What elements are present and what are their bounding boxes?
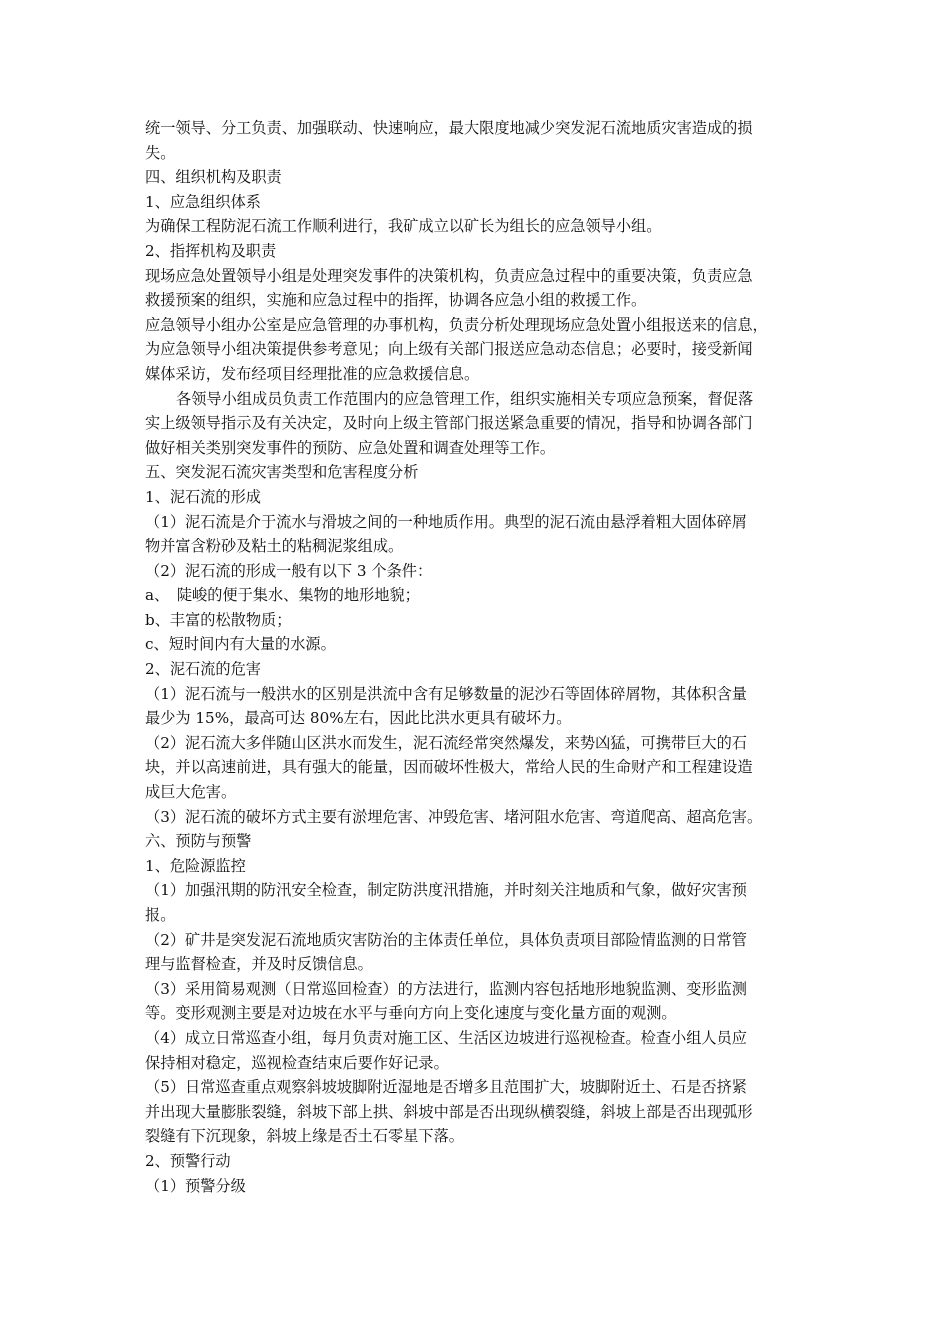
paragraph-line: 救援预案的组织，实施和应急过程中的指挥，协调各应急小组的救援工作。 (145, 291, 647, 310)
paragraph-line: （3）采用简易观测（日常巡回检查）的方法进行，监测内容包括地形地貌监测、变形监测 (145, 979, 747, 998)
paragraph-line: （1）加强汛期的防汛安全检查，制定防洪度汛措施，并时刻关注地质和气象，做好灾害预 (145, 881, 747, 900)
paragraph-line: 应急领导小组办公室是应急管理的办事机构，负责分析处理现场应急处置小组报送来的信息， (145, 315, 768, 334)
paragraph-line: 块，并以高速前进，具有强大的能量，因而破坏性极大，常给人民的生命财产和工程建设造 (145, 758, 753, 777)
paragraph-line: 保持相对稳定，巡视检查结束后要作好记录。 (145, 1053, 449, 1072)
paragraph-line: 等。变形观测主要是对边坡在水平与垂向方向上变化速度与变化量方面的观测。 (145, 1004, 677, 1023)
paragraph-line: 做好相关类别突发事件的预防、应急处置和调查处理等工作。 (145, 438, 556, 457)
subsection-heading: 2、预警行动 (145, 1151, 231, 1170)
section-heading: 六、预防与预警 (145, 832, 252, 851)
paragraph-line: 失。 (145, 143, 176, 162)
section-heading: 五、突发泥石流灾害类型和危害程度分析 (145, 463, 419, 482)
paragraph-line: 理与监督检查，并及时反馈信息。 (145, 955, 373, 974)
paragraph-line: 为确保工程防泥石流工作顺利进行，我矿成立以矿长为组长的应急领导小组。 (145, 217, 662, 236)
subsection-heading: 1、应急组织体系 (145, 192, 261, 211)
section-heading: 四、组织机构及职责 (145, 168, 282, 187)
paragraph-line: 物并富含粉砂及粘土的粘稠泥浆组成。 (145, 537, 404, 556)
paragraph-line: 成巨大危害。 (145, 783, 237, 802)
paragraph-line: （2）矿井是突发泥石流地质灾害防治的主体责任单位，具体负责项目部险情监测的日常管 (145, 930, 747, 949)
paragraph-line: （1）预警分级 (145, 1176, 246, 1195)
paragraph-line: （2）泥石流大多伴随山区洪水而发生，泥石流经常突然爆发，来势凶猛，可携带巨大的石 (145, 733, 747, 752)
list-item: b、丰富的松散物质； (145, 610, 292, 629)
subsection-heading: 1、泥石流的形成 (145, 487, 261, 506)
paragraph-line: 各领导小组成员负责工作范围内的应急管理工作，组织实施相关专项应急预案，督促落 (176, 389, 754, 408)
paragraph-line: （5）日常巡查重点观察斜坡坡脚附近湿地是否增多且范围扩大，坡脚附近土、石是否挤紧 (145, 1078, 747, 1097)
subsection-heading: 1、危险源监控 (145, 856, 246, 875)
paragraph-line: 报。 (145, 906, 176, 924)
paragraph-line: 最少为 15%，最高可达 80%左右，因此比洪水更具有破坏力。 (145, 709, 572, 728)
list-item: c、短时间内有大量的水源。 (145, 635, 336, 654)
paragraph-line: 实上级领导指示及有关决定，及时向上级主管部门报送紧急重要的情况，指导和协调各部门 (145, 414, 753, 433)
paragraph-line: （1）泥石流与一般洪水的区别是洪流中含有足够数量的泥沙石等固体碎屑物，其体积含量 (145, 684, 747, 703)
document-page (145, 116, 815, 1198)
subsection-heading: 2、泥石流的危害 (145, 660, 261, 679)
paragraph-line: 现场应急处置领导小组是处理突发事件的决策机构，负责应急过程中的重要决策，负责应急 (145, 266, 753, 285)
paragraph-line: 并出现大量膨胀裂缝，斜坡下部上拱、斜坡中部是否出现纵横裂缝，斜坡上部是否出现弧形 (145, 1102, 753, 1121)
subsection-heading: 2、指挥机构及职责 (145, 241, 277, 260)
paragraph-line: （2）泥石流的形成一般有以下 3 个条件： (145, 561, 433, 580)
paragraph-line: 媒体采访，发布经项目经理批准的应急救援信息。 (145, 364, 480, 383)
paragraph-line: （3）泥石流的破坏方式主要有淤埋危害、冲毁危害、堵河阻水危害、弯道爬高、超高危害。 (145, 807, 763, 826)
paragraph-line: （1）泥石流是介于流水与滑坡之间的一种地质作用。典型的泥石流由悬浮着粗大固体碎屑 (145, 512, 747, 531)
paragraph-line: （4）成立日常巡查小组，每月负责对施工区、生活区边坡进行巡视检查。检查小组人员应 (145, 1028, 747, 1047)
paragraph-line: 为应急领导小组决策提供参考意见；向上级有关部门报送应急动态信息；必要时，接受新闻 (145, 340, 753, 359)
list-item: a、 陡峻的便于集水、集物的地形地貌； (145, 586, 420, 605)
paragraph-line: 裂缝有下沉现象，斜坡上缘是否土石零星下落。 (145, 1127, 464, 1146)
paragraph-line: 统一领导、分工负责、加强联动、快速响应，最大限度地减少突发泥石流地质灾害造成的损 (145, 119, 753, 137)
